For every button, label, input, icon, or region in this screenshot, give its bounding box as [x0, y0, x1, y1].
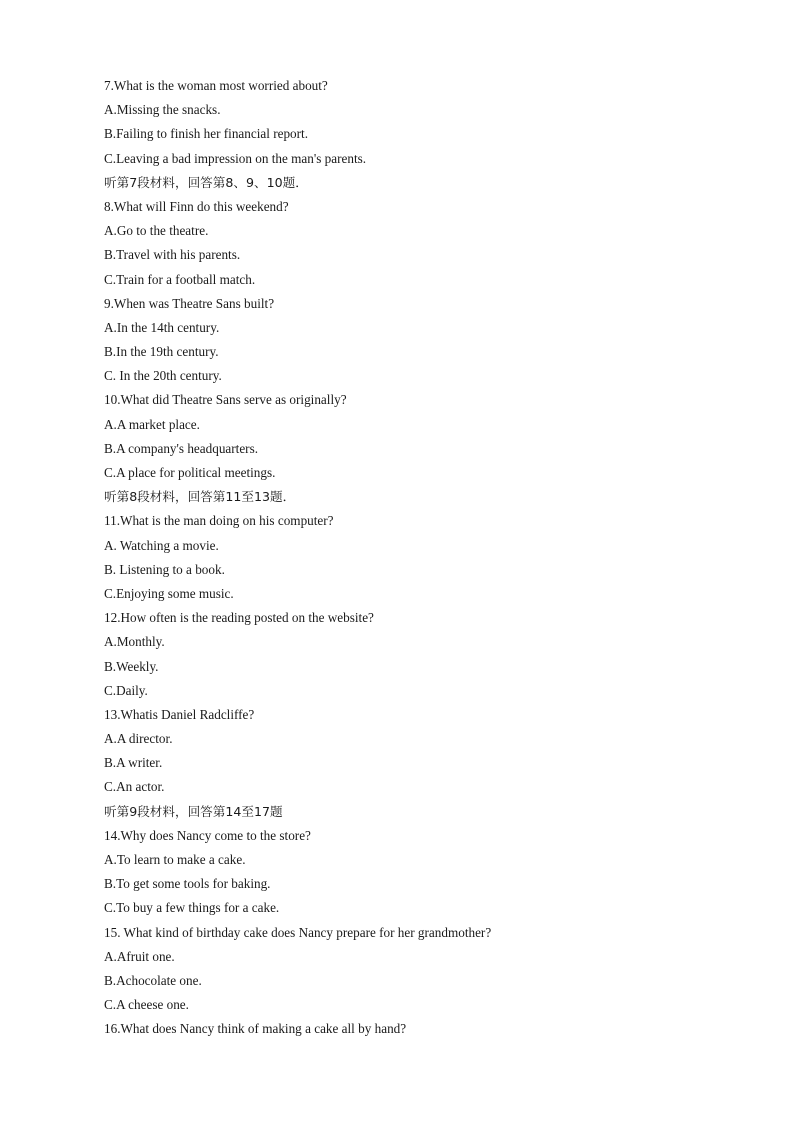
answer-option: B. Listening to a book. [104, 561, 225, 577]
answer-option: A.To learn to make a cake. [104, 852, 246, 867]
answer-option: C.An actor. [104, 779, 165, 795]
answer-option: C.Enjoying some music. [104, 585, 234, 601]
listening-questions [104, 74, 724, 1042]
answer-option: A.A market place. [104, 416, 200, 432]
answer-option: B.Travel with his parents. [104, 247, 241, 263]
question-text: 9.When was Theatre Sans built? [104, 295, 275, 311]
question-text: 16.What does Nancy think of making a cake all by hand? [104, 1021, 407, 1037]
question-text: 12.How often is the reading posted on the website? [104, 610, 374, 626]
answer-option: C. In the 20th century. [104, 368, 222, 384]
answer-option: B.Achocolate one. [104, 972, 202, 988]
section-instruction: 听第7段材料，回答第8、9、10题． [104, 174, 308, 190]
answer-option: B.Failing to finish her financial report. [104, 126, 308, 142]
question-text: 11.What is the man doing on his computer? [104, 513, 334, 529]
answer-option: C.A cheese one. [104, 997, 189, 1013]
question-text: 7.What is the woman most worried about? [104, 78, 328, 93]
answer-option: A.Go to the theatre. [104, 223, 209, 239]
answer-option: C.To buy a few things for a cake. [104, 900, 280, 916]
answer-option: B.To get some tools for baking. [104, 876, 271, 892]
answer-option: C.Daily. [104, 682, 148, 698]
answer-option: A. Watching a movie. [104, 537, 219, 553]
answer-option: A.Monthly. [104, 634, 165, 650]
answer-option: A.Missing the snacks. [104, 102, 221, 118]
answer-option: A.Afruit one. [104, 948, 175, 964]
answer-option: C.Train for a football match. [104, 271, 256, 287]
question-text: 15. What kind of birthday cake does Nancy prepare for her grandmother? [104, 924, 492, 940]
answer-option: B.In the 19th century. [104, 344, 219, 360]
answer-option: A.A director. [104, 731, 173, 747]
section-instruction: 听第8段材料，回答第11至13题． [104, 489, 296, 505]
answer-option: B.A writer. [104, 755, 163, 771]
section-instruction: 听第9段材料，回答第14至17题 [104, 803, 283, 819]
question-text: 8.What will Finn do this weekend? [104, 198, 289, 214]
answer-option: C.A place for political meetings. [104, 465, 276, 480]
answer-option: B.Weekly. [104, 658, 159, 674]
question-text: 13.Whatis Daniel Radcliffe? [104, 706, 255, 722]
answer-option: C.Leaving a bad impression on the man's parents. [104, 150, 367, 166]
answer-option: A.In the 14th century. [104, 319, 220, 335]
answer-option: B.A company's headquarters. [104, 440, 258, 456]
question-text: 10.What did Theatre Sans serve as originally? [104, 392, 347, 408]
question-text: 14.Why does Nancy come to the store? [104, 827, 311, 843]
